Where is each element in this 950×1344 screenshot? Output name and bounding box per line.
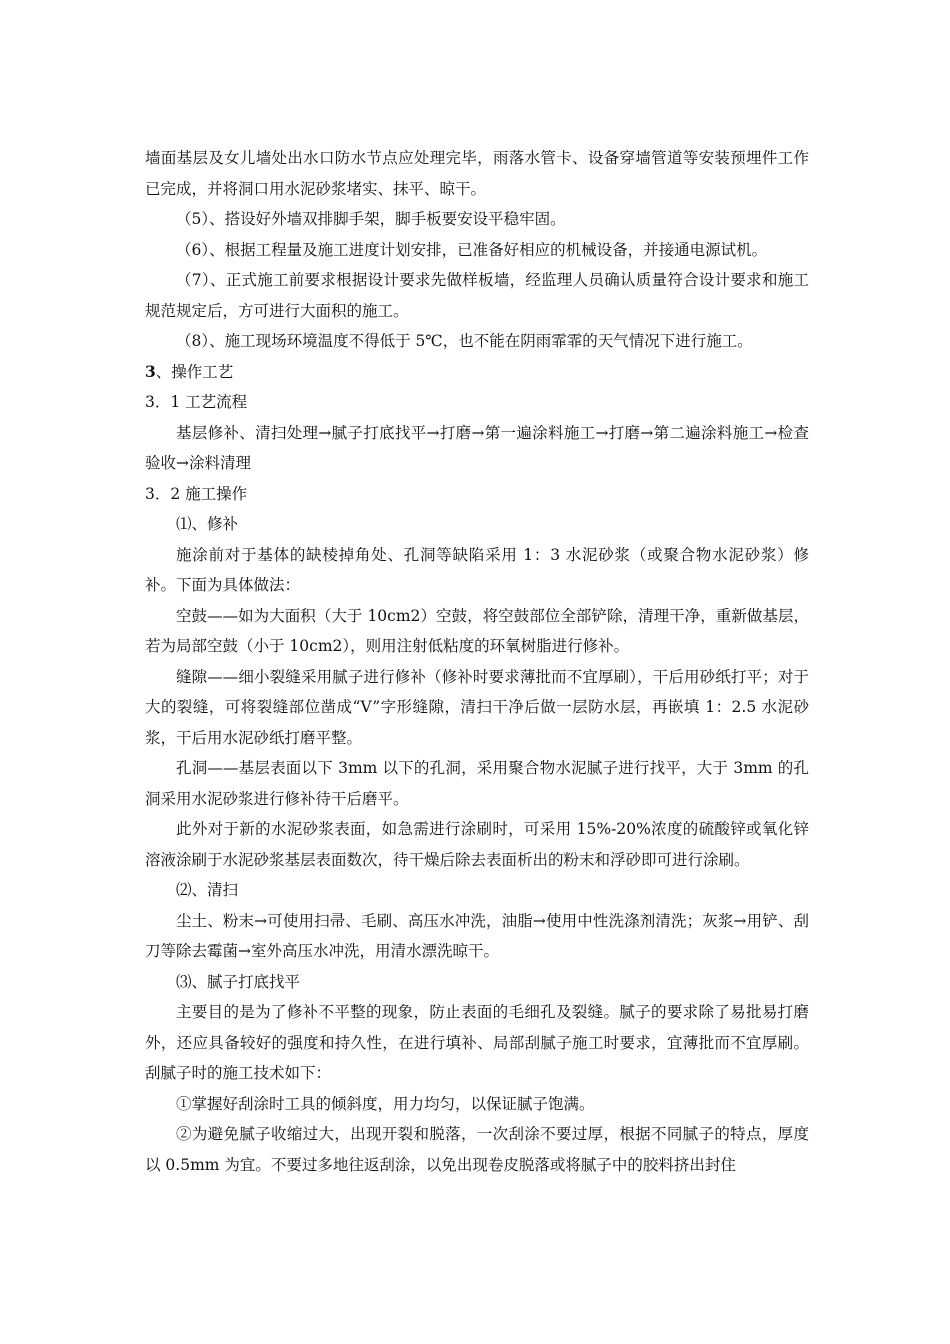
subheading-repair: ⑴、修补 <box>176 515 239 533</box>
section-heading-3-2: 3．2 施工操作 <box>145 484 248 503</box>
section-title: 、操作工艺 <box>155 362 234 381</box>
subheading-putty: ⑶、腻子打底找平 <box>176 972 301 991</box>
paragraph-putty: 主要目的是为了修补不平整的现象，防止表面的毛细孔及裂缝。腻子的要求除了易批易打磨外，还应具备较好的强度和持久性，在进行填补、局部刮腻子施工时要求，宜薄批而不宜厚刷。刮腻子时的施工技术如下： <box>145 1003 809 1082</box>
paragraph-crack: 缝隙——细小裂缝采用腻子进行修补（修补时要求薄批而不宜厚刷），干后用砂纸打平；对于大的裂缝，可将裂缝部位凿成“V”字形缝隙，清扫干净后做一层防水层，再嵌填 1：2.5 水泥砂浆，干后用水泥砂纸打磨平整。 <box>145 667 809 747</box>
paragraph-prep-continued: 墙面基层及女儿墙处出水口防水节点应处理完毕，雨落水管卡、设备穿墙管道等安装预埋件工作已完成，并将洞口用水泥砂浆堵实、抹平、晾干。 <box>145 149 809 198</box>
paragraph-sample-wall: （7）、正式施工前要求根据设计要求先做样板墙，经监理人员确认质量符合设计要求和施工规范规定后，方可进行大面积的施工。 <box>145 271 809 320</box>
section-heading-3-1: 3．1 工艺流程 <box>145 393 248 411</box>
paragraph-equipment: （6）、根据工程量及施工进度计划安排，已准备好相应的机械设备，并接通电源试机。 <box>176 240 768 259</box>
paragraph-extra: 此外对于新的水泥砂浆表面，如急需进行涂刷时，可采用 15%-20%浓度的硫酸锌或氧化锌溶液涂刷于水泥砂浆基层表面数次，待干燥后除去表面析出的粉末和浮砂即可进行涂刷。 <box>145 820 809 869</box>
paragraph-temperature: （8）、施工现场环境温度不得低于 5℃，也不能在阴雨霏霏的天气情况下进行施工。 <box>176 332 753 350</box>
subheading-clean: ⑵、清扫 <box>176 881 239 899</box>
process-flow: 基层修补、清扫处理→腻子打底找平→打磨→第一遍涂料施工→打磨→第二遍涂料施工→检查验收→涂料清理 <box>145 423 809 472</box>
section-heading-3 <box>145 357 809 388</box>
paragraph-clean: 尘土、粉末→可使用扫帚、毛刷、高压水冲洗，油脂→使用中性洗涤剂清洗；灰浆→用铲、刮刀等除去霉菌→室外高压水冲洗，用清水漂洗晾干。 <box>145 911 809 960</box>
list-item-putty-1: ①掌握好刮涂时工具的倾斜度，用力均匀，以保证腻子饱满。 <box>176 1094 595 1113</box>
paragraph-hole: 孔洞——基层表面以下 3mm 以下的孔洞，采用聚合物水泥腻子进行找平，大于 3mm 的孔洞采用水泥砂浆进行修补待干后磨平。 <box>145 759 809 808</box>
paragraph-hollow: 空鼓——如为大面积（大于 10cm2）空鼓，将空鼓部位全部铲除，清理干净，重新做基层，若为局部空鼓（小于 10cm2），则用注射低粘度的环氧树脂进行修补。 <box>145 606 809 655</box>
paragraph-repair-intro: 施涂前对于基体的缺棱掉角处、孔洞等缺陷采用 1：3 水泥砂浆（或聚合物水泥砂浆）修补。下面为具体做法： <box>145 545 809 594</box>
section-number: 3 <box>145 361 156 381</box>
paragraph-scaffold: （5）、搭设好外墙双排脚手架，脚手板要安设平稳牢固。 <box>176 210 566 228</box>
list-item-putty-2: ②为避免腻子收缩过大，出现开裂和脱落，一次刮涂不要过厚，根据不同腻子的特点，厚度以 0.5mm 为宜。不要过多地往返刮涂，以免出现卷皮脱落或将腻子中的胶料挤出封住 <box>145 1125 809 1174</box>
document-body <box>145 143 809 1180</box>
